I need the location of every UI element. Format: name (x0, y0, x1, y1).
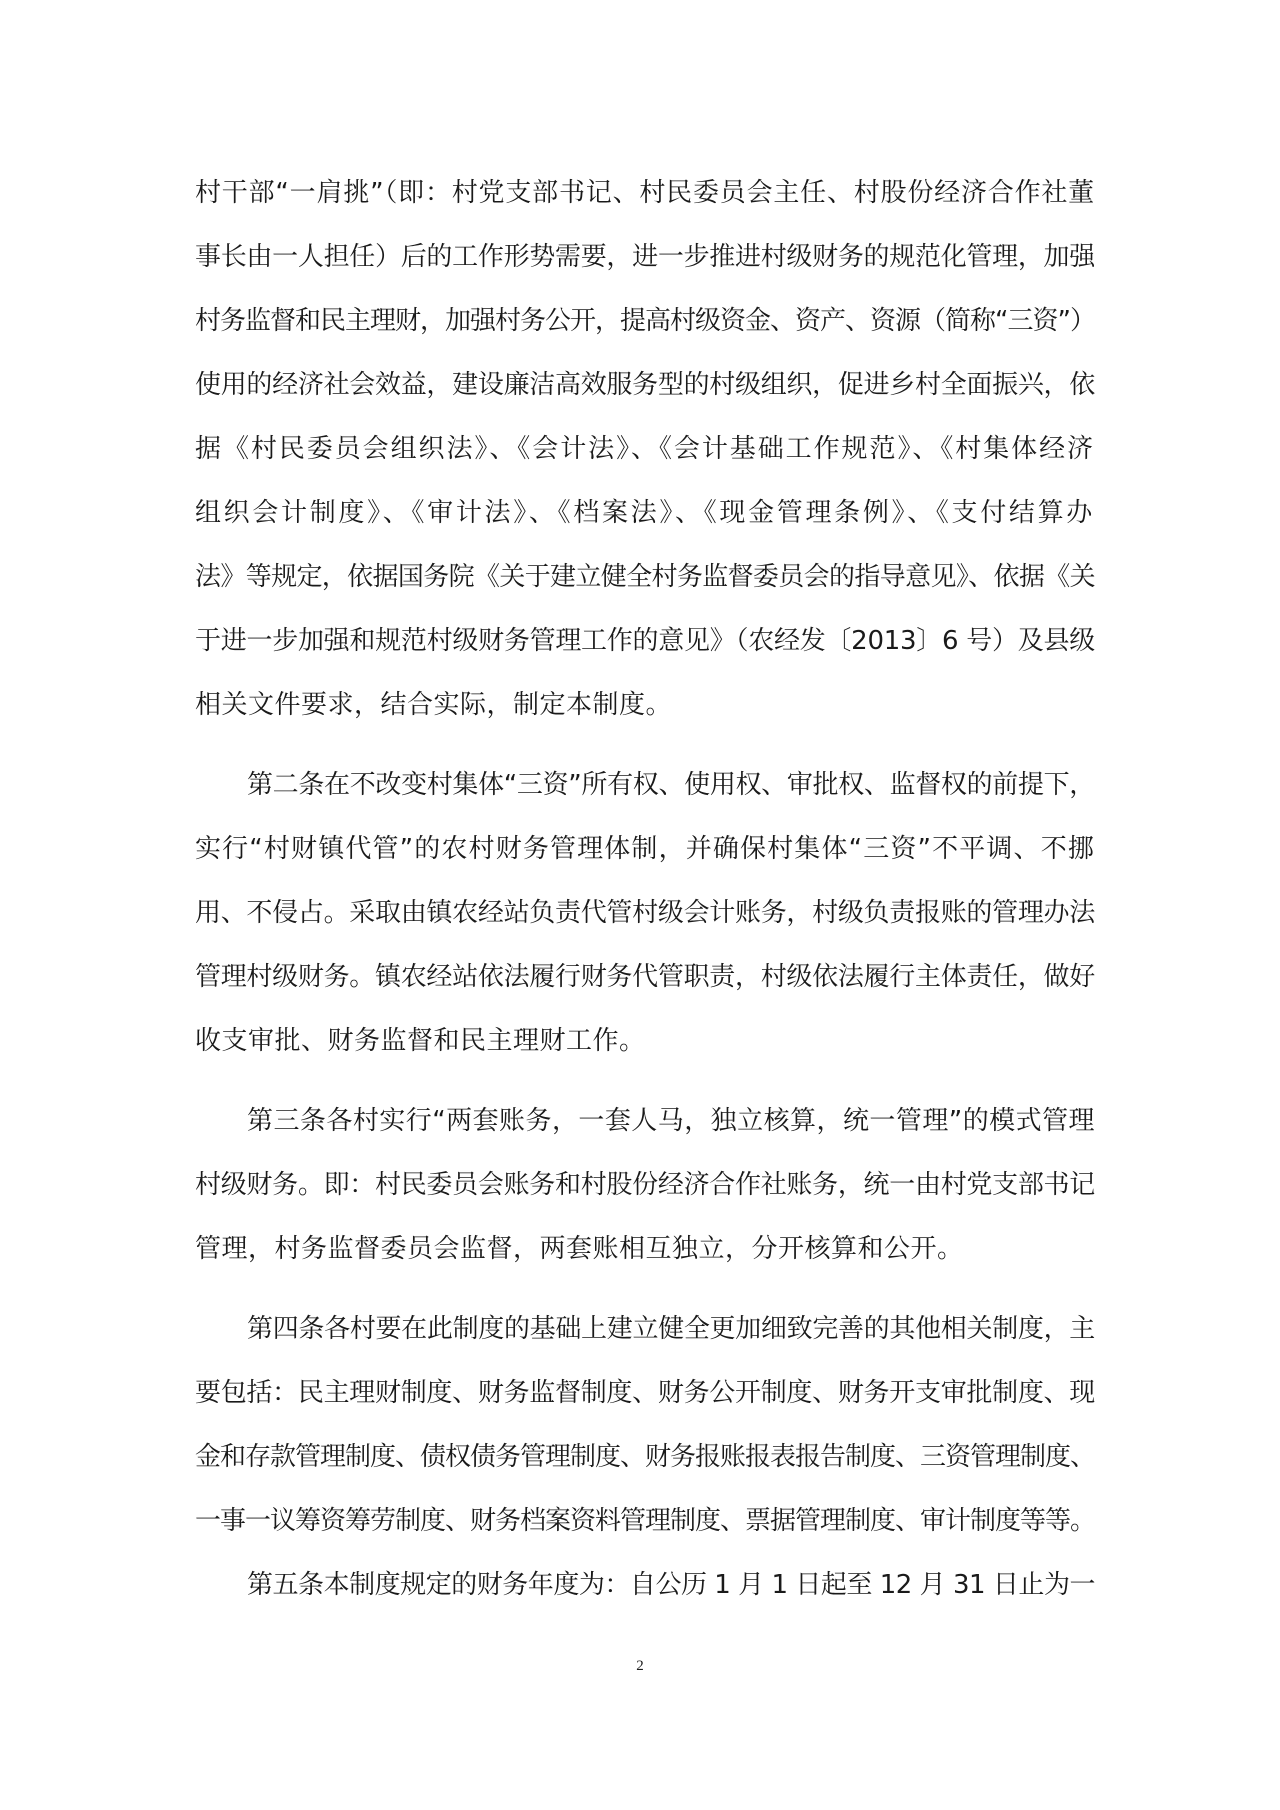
text-line: 组织会计制度》、《审计法》、《档案法》、《现金管理条例》、《支付结算办 (195, 498, 1095, 528)
text-line: 一事一议筹资筹劳制度、财务档案资料管理制度、票据管理制度、审计制度等等。 (195, 1506, 1095, 1536)
paragraph-first-line: 第四条各村要在此制度的基础上建立健全更加细致完善的其他相关制度，主 (247, 1314, 1095, 1344)
paragraph-first-line: 第二条在不改变村集体“三资”所有权、使用权、审批权、监督权的前提下， (247, 770, 1095, 800)
text-line: 事长由一人担任）后的工作形势需要，进一步推进村级财务的规范化管理，加强 (195, 242, 1095, 272)
text-line: 管理村级财务。镇农经站依法履行财务代管职责，村级依法履行主体责任，做好 (195, 962, 1095, 992)
paragraph-first-line: 第五条本制度规定的财务年度为：自公历 1 月 1 日起至 12 月 31 日止为一 (247, 1570, 1095, 1600)
text-line: 收支审批、财务监督和民主理财工作。 (195, 1026, 646, 1056)
text-line: 村干部“一肩挑”（即：村党支部书记、村民委员会主任、村股份经济合作社董 (195, 178, 1095, 208)
text-line: 实行“村财镇代管”的农村财务管理体制，并确保村集体“三资”不平调、不挪 (195, 834, 1095, 864)
text-line: 据《村民委员会组织法》、《会计法》、《会计基础工作规范》、《村集体经济 (195, 434, 1095, 464)
text-line: 管理，村务监督委员会监督，两套账相互独立，分开核算和公开。 (195, 1234, 964, 1264)
page-number: 2 (636, 1658, 644, 1674)
text-line: 村级财务。即：村民委员会账务和村股份经济合作社账务，统一由村党支部书记 (195, 1170, 1095, 1200)
text-line: 要包括：民主理财制度、财务监督制度、财务公开制度、财务开支审批制度、现 (195, 1378, 1095, 1408)
text-line: 相关文件要求，结合实际，制定本制度。 (195, 690, 673, 720)
text-line: 法》等规定，依据国务院《关于建立健全村务监督委员会的指导意见》、依据《关 (195, 562, 1095, 592)
text-line: 使用的经济社会效益，建设廉洁高效服务型的村级组织，促进乡村全面振兴，依 (195, 370, 1095, 400)
text-line: 村务监督和民主理财，加强村务公开，提高村级资金、资产、资源（简称“三资”） (195, 306, 1095, 336)
paragraph-first-line: 第三条各村实行“两套账务，一套人马，独立核算，统一管理”的模式管理 (247, 1106, 1095, 1136)
text-line: 于进一步加强和规范村级财务管理工作的意见》（农经发〔2013〕6 号）及县级 (195, 626, 1095, 656)
text-line: 金和存款管理制度、债权债务管理制度、财务报账报表报告制度、三资管理制度、 (195, 1442, 1095, 1472)
text-line: 用、不侵占。采取由镇农经站负责代管村级会计账务，村级负责报账的管理办法 (195, 898, 1095, 928)
